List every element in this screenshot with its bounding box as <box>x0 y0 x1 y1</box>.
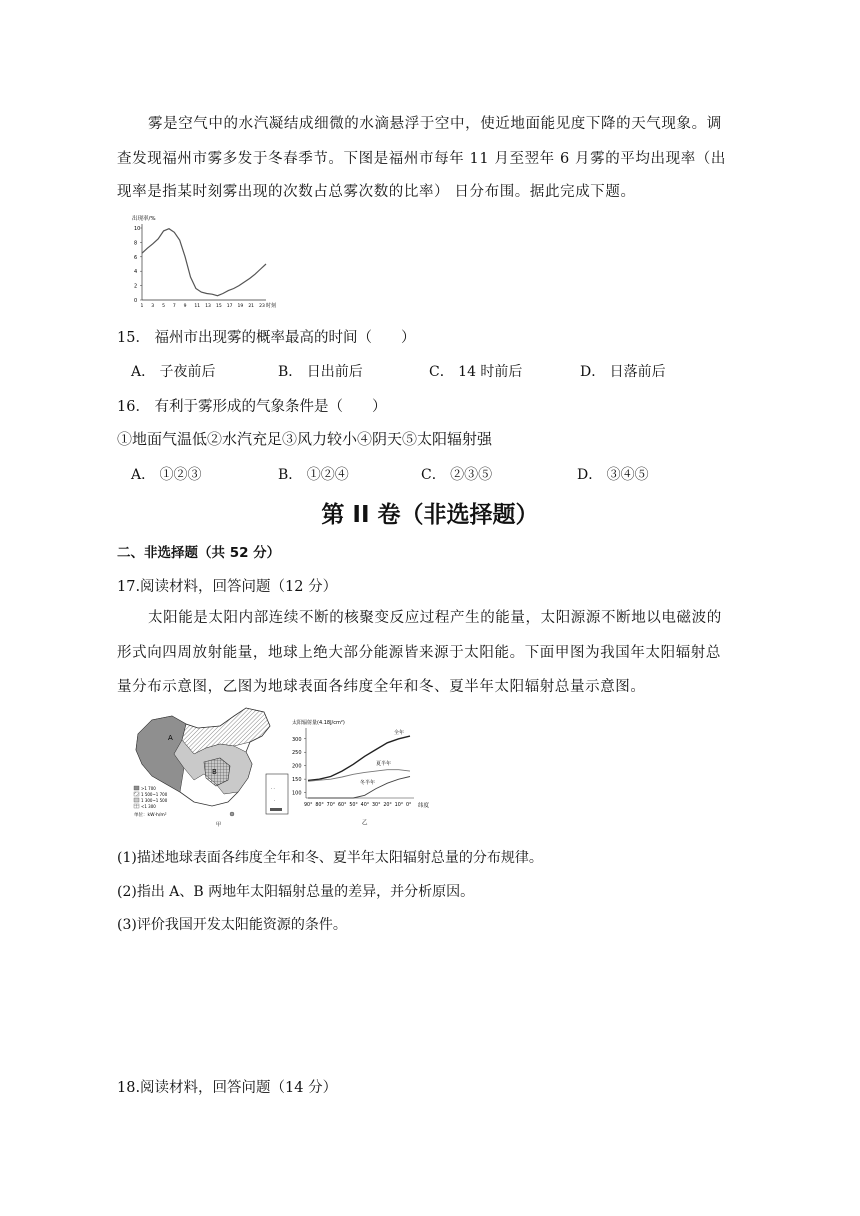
radiation-x-tick-label: 90° <box>304 803 313 808</box>
fog-y-tick-label: 10 <box>134 226 141 232</box>
section-title: 第 II 卷（非选择题） <box>321 502 539 528</box>
radiation-x-tick-label: 60° <box>338 803 347 808</box>
radiation-x-tick-label: 40° <box>360 803 370 808</box>
q16-conditions: ①地面气温低②水汽充足③风力较小④阴天⑤太阳辐射强 <box>117 430 493 448</box>
fog-y-tick-label: 6 <box>134 254 138 261</box>
radiation-y-tick-label: 200 <box>292 763 302 770</box>
fog-x-tick-label: 7 <box>172 304 176 309</box>
radiation-x-tick-label: 70° <box>326 803 336 808</box>
fog-y-tick-label: 8 <box>134 240 138 247</box>
radiation-x-tick-label: 80° <box>315 803 324 808</box>
map-legend-3: 1 300~1 500 <box>141 798 168 803</box>
radiation-x-tick-label: 0° <box>406 803 412 808</box>
q15-option-d[interactable]: D． 日落前后 <box>580 364 666 380</box>
q18-stem: 18.阅读材料，回答问题（14 分） <box>117 1080 338 1096</box>
q17-para-line-3: 量分布示意图，乙图为地球表面各纬度全年和冬、夏半年太阳辐射总量示意图。 <box>117 679 646 695</box>
fog-y-tick-label: 2 <box>134 283 138 290</box>
radiation-latitude-chart <box>290 716 444 828</box>
radiation-chart-ylabel: 太阳辐射量(4.18J/cm²) <box>292 720 345 726</box>
radiation-series-label: 冬半年 <box>360 780 376 786</box>
map-unit: 单位：kW·h/m² <box>134 813 167 818</box>
radiation-x-tick-label: 20° <box>383 803 392 808</box>
map-legend-1: >1 700 <box>141 786 156 791</box>
fog-y-tick-label: 0 <box>134 298 138 304</box>
fog-occurrence-chart <box>118 212 286 312</box>
radiation-series-label: 全年 <box>394 729 405 736</box>
fog-x-tick-label: 23 <box>259 304 265 309</box>
map-caption-jia: 甲 <box>216 822 222 828</box>
radiation-chart-caption-yi: 乙 <box>362 820 368 826</box>
svg-text:· ·: · · <box>271 786 275 791</box>
map-label-b: B <box>212 768 217 776</box>
fog-y-tick-label: 4 <box>134 269 138 276</box>
intro-line-1: 雾是空气中的水汽凝结成细微的水滴悬浮于空中，使近地面能见度下降的天气现象。调 <box>148 116 722 132</box>
radiation-chart-xlabel: 纬度 <box>418 803 430 809</box>
radiation-y-tick-label: 100 <box>292 790 302 797</box>
radiation-series-line <box>308 770 410 782</box>
q16-option-a[interactable]: A． ①②③ <box>131 467 202 483</box>
q15-option-c[interactable]: C． 14 时前后 <box>429 364 523 380</box>
fog-chart-ylabel: 出现率/% <box>132 216 156 222</box>
radiation-x-tick-label: 10° <box>394 803 404 808</box>
radiation-x-tick-label: 30° <box>372 803 381 808</box>
intro-line-3: 现率是指某时刻雾出现的次数占总雾次数的比率） 日分布围。据此完成下题。 <box>117 184 636 200</box>
section-subtitle: 二、非选择题（共 52 分） <box>117 545 281 561</box>
fog-x-tick-label: 9 <box>183 304 187 309</box>
svg-text:·: · <box>274 798 276 803</box>
fog-x-tick-label: 17 <box>226 304 233 309</box>
q16-option-c[interactable]: C． ②③⑤ <box>421 467 493 483</box>
q17-para-line-1: 太阳能是太阳内部连续不断的核聚变反应过程产生的能量，太阳源源不断地以电磁波的 <box>148 610 722 626</box>
radiation-y-tick-label: 150 <box>292 777 302 784</box>
fog-chart-xlabel: 时刻 <box>266 303 277 309</box>
map-legend-4: <1 300 <box>141 804 156 809</box>
fog-x-tick-label: 5 <box>162 304 165 309</box>
fog-x-tick-label: 1 <box>140 304 144 309</box>
q17-stem: 17.阅读材料，回答问题（12 分） <box>117 579 338 595</box>
q15-option-a[interactable]: A． 子夜前后 <box>131 364 216 380</box>
q17-sub-2: (2)指出 A、B 两地年太阳辐射总量的差异，并分析原因。 <box>117 884 475 900</box>
q17-sub-3: (3)评价我国开发太阳能资源的条件。 <box>117 917 347 933</box>
q15-option-b[interactable]: B． 日出前后 <box>278 364 363 380</box>
q16-stem: 16． 有利于雾形成的气象条件是（ ） <box>117 399 387 415</box>
intro-line-2: 查发现福州市雾多发于冬春季节。下图是福州市每年 11 月至翌年 6 月雾的平均出现率（出 <box>117 151 727 167</box>
fog-x-tick-label: 11 <box>194 304 201 309</box>
radiation-y-tick-label: 300 <box>292 736 302 743</box>
q17-para-line-2: 形式向四周放射能量，地球上绝大部分能源皆来源于太阳能。下面甲图为我国年太阳辐射总 <box>117 645 721 661</box>
q16-option-d[interactable]: D． ③④⑤ <box>577 467 649 483</box>
fog-x-tick-label: 3 <box>151 304 155 309</box>
q16-option-b[interactable]: B． ①②④ <box>278 467 349 483</box>
q17-sub-1: (1)描述地球表面各纬度全年和冬、夏半年太阳辐射总量的分布规律。 <box>117 850 543 866</box>
fog-x-tick-label: 19 <box>237 304 244 309</box>
q15-stem: 15． 福州市出现雾的概率最高的时间（ ） <box>117 330 416 346</box>
radiation-series-line <box>308 736 410 780</box>
map-legend-2: 1 500~1 700 <box>141 792 168 797</box>
radiation-x-tick-label: 50° <box>349 803 358 808</box>
map-label-a: A <box>168 734 173 742</box>
fog-x-tick-label: 13 <box>205 304 211 309</box>
fog-series-line <box>142 229 266 296</box>
fog-x-tick-label: 21 <box>248 304 255 309</box>
fog-x-tick-label: 15 <box>215 304 222 309</box>
china-radiation-map <box>124 706 292 830</box>
radiation-series-label: 夏半年 <box>376 760 392 767</box>
radiation-y-tick-label: 250 <box>292 750 302 757</box>
